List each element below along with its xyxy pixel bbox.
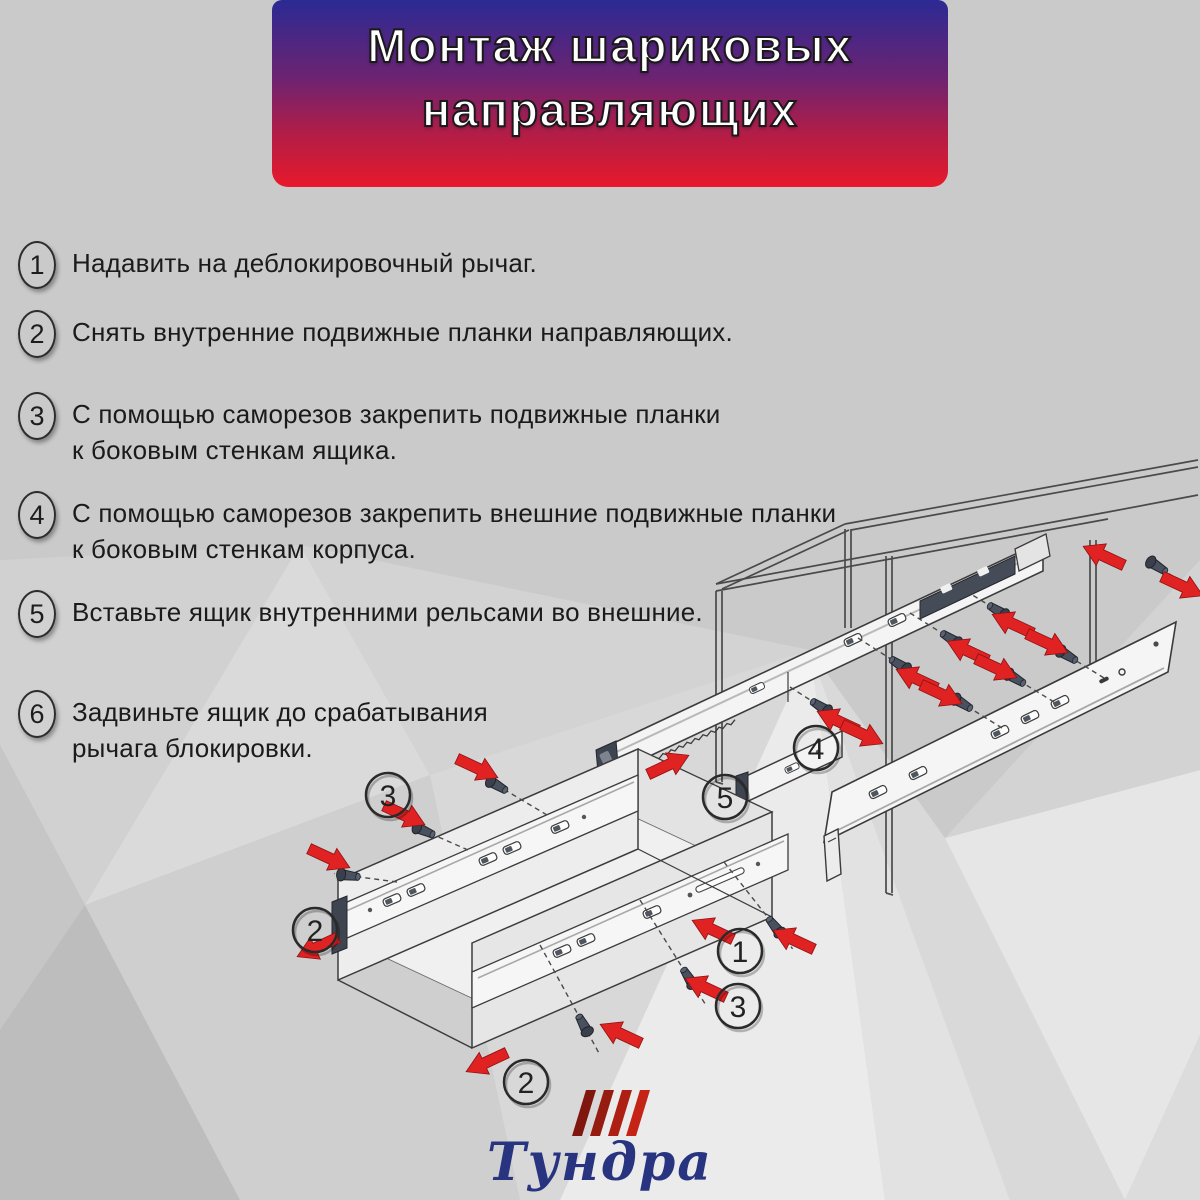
title-line-1: Монтаж шариковых	[367, 19, 853, 72]
callout-number: 2	[517, 1066, 535, 1100]
step-text-line: рычага блокировки.	[72, 733, 313, 763]
step-text-line: С помощью саморезов закрепить подвижные планки	[72, 399, 721, 429]
step-text-line: Вставьте ящик внутренними рельсами во внешние.	[72, 597, 703, 627]
instruction-step-6	[18, 690, 488, 766]
step-text	[72, 690, 488, 766]
step-text	[72, 590, 703, 630]
step-text-line: к боковым стенкам корпуса.	[72, 534, 416, 564]
callout-number: 4	[807, 732, 825, 766]
instruction-step-4	[18, 491, 836, 567]
step-number-badge: 6	[18, 690, 56, 738]
instruction-step-3	[18, 392, 721, 468]
step-text	[72, 392, 721, 468]
step-text-line: Надавить на деблокировочный рычаг.	[72, 248, 537, 278]
step-text-line: Задвиньте ящик до срабатывания	[72, 697, 488, 727]
step-number-badge: 5	[18, 590, 56, 638]
step-text	[72, 491, 836, 567]
instruction-step-5	[18, 590, 703, 638]
title-banner	[272, 0, 948, 187]
step-text	[72, 310, 733, 350]
callout-number: 1	[731, 935, 749, 969]
step-text-line: к боковым стенкам ящика.	[72, 435, 398, 465]
instruction-step-1	[18, 241, 537, 289]
step-number-badge: 4	[18, 491, 56, 539]
page-title	[272, 0, 948, 142]
callout-number: 3	[379, 779, 397, 813]
step-number-badge: 2	[18, 310, 56, 358]
step-text-line: Снять внутренние подвижные планки направляющих.	[72, 317, 733, 347]
callout-number: 2	[306, 914, 324, 948]
step-text-line: С помощью саморезов закрепить внешние подвижные планки	[72, 498, 837, 528]
step-text	[72, 241, 537, 281]
step-number-badge: 3	[18, 392, 56, 440]
step-number-badge: 1	[18, 241, 56, 289]
callout-number: 3	[729, 990, 747, 1024]
logo-wordmark: Тундра	[487, 1132, 713, 1193]
callout-number: 5	[716, 781, 734, 815]
instruction-step-2	[18, 310, 733, 358]
title-line-2: направляющих	[421, 83, 799, 136]
